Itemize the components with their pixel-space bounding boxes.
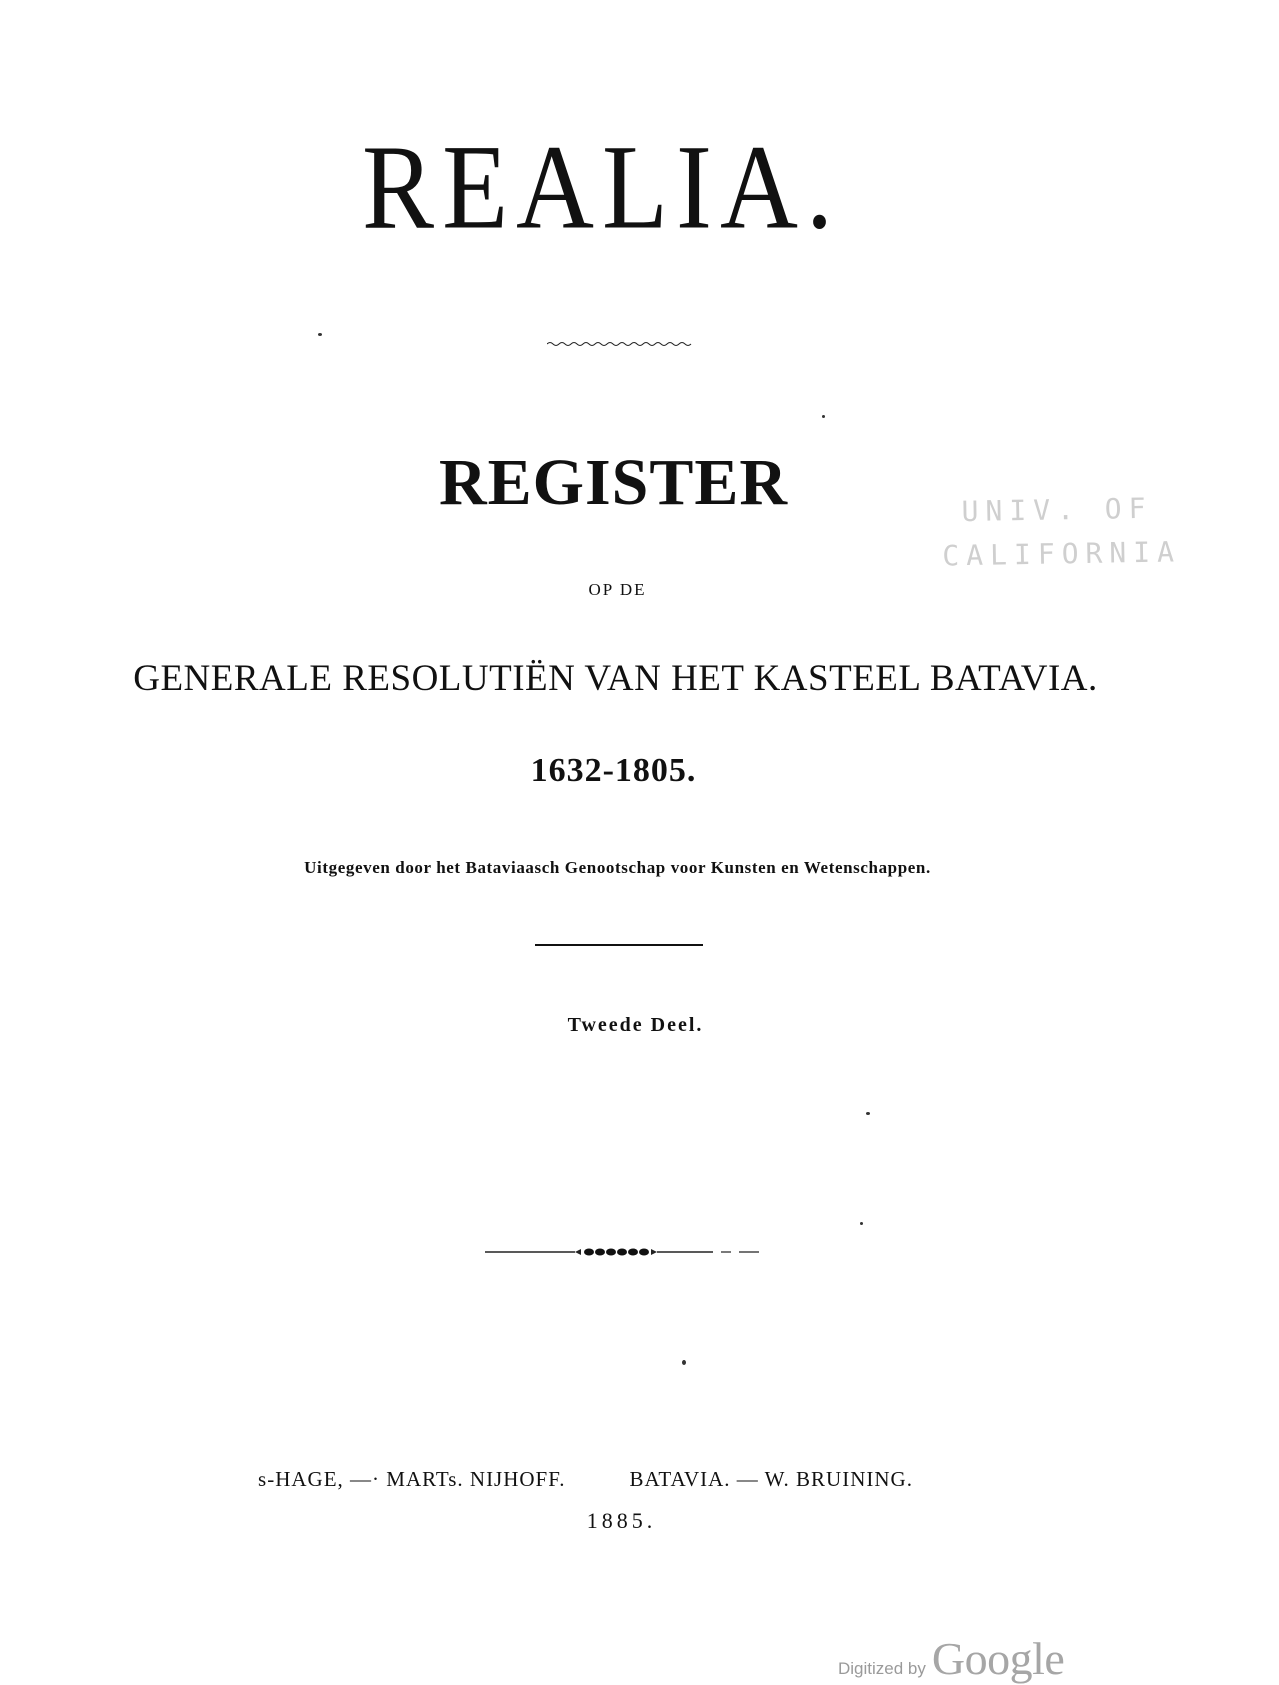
digitized-by-watermark — [838, 1632, 1064, 1685]
register-heading: REGISTER — [438, 446, 789, 519]
main-title: REALIA. — [362, 121, 841, 255]
imprint-right: BATAVIA. — W. BRUINING. — [629, 1467, 913, 1491]
ink-speck — [866, 1112, 870, 1115]
imprint-line — [0, 1467, 1225, 1492]
subject-line: GENERALE RESOLUTIËN VAN HET KASTEEL BATAVIA. — [133, 658, 1098, 699]
ink-speck — [860, 1222, 863, 1225]
issued-by-line: Uitgegeven door het Bataviaasch Genootschap voor Kunsten en Wetenschappen. — [304, 858, 931, 877]
imprint-left: s-HAGE, —· MARTs. NIJHOFF. — [258, 1467, 566, 1491]
volume-label: Tweede Deel. — [567, 1014, 704, 1036]
stamp-line-2: CALIFORNIA — [942, 535, 1182, 573]
ink-speck — [822, 415, 825, 418]
watermark-prefix: Digitized by — [838, 1659, 926, 1678]
horizontal-rule — [535, 944, 703, 946]
library-stamp — [942, 486, 1202, 578]
wavy-rule — [547, 340, 693, 348]
ink-speck — [682, 1360, 686, 1365]
ink-speck — [318, 333, 322, 336]
stamp-line-1: UNIV. OF — [961, 491, 1153, 529]
year-range: 1632-1805. — [530, 752, 697, 789]
op-de-text: OP DE — [588, 580, 647, 599]
google-logo: Google — [931, 1633, 1065, 1684]
ornamental-divider — [485, 1244, 759, 1260]
publication-year: 1885. — [586, 1508, 657, 1533]
